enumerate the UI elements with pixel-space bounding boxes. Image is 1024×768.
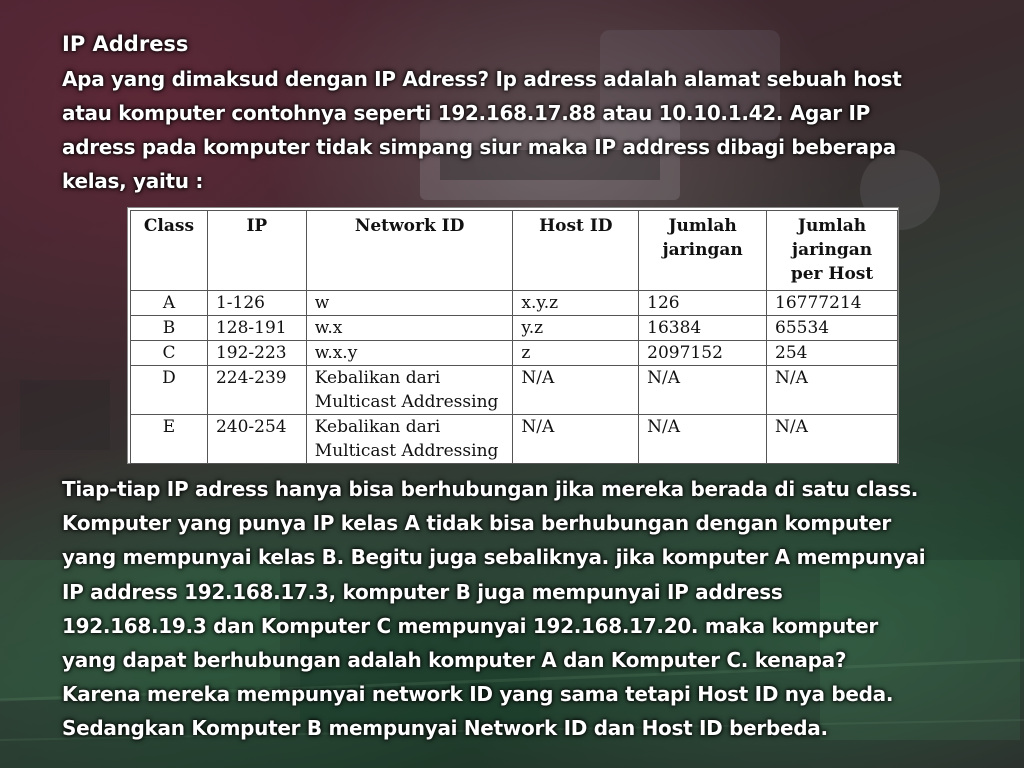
intro-line: kelas, yaitu : [62, 169, 204, 193]
cell-jumlah-per-host: N/A [767, 366, 898, 415]
cell-jumlah-per-host: N/A [767, 415, 898, 464]
cell-ip: 192-223 [207, 341, 306, 366]
ip-class-table [127, 207, 899, 464]
explanation-paragraph [62, 472, 1002, 746]
explanation-line: 192.168.19.3 dan Komputer C mempunyai 192.168.17.20. maka komputer [62, 613, 878, 638]
intro-paragraph [62, 62, 962, 198]
cell-network-id: w [306, 291, 513, 316]
cell-jumlah-jaringan: N/A [639, 415, 767, 464]
cell-class: E [131, 415, 208, 464]
header-jumlah-jaringan-per-host: Jumlah jaringan per Host [767, 211, 898, 291]
table-row [131, 415, 898, 464]
header-ip: IP [207, 211, 306, 291]
explanation-line: Karena mereka mempunyai network ID yang sama tetapi Host ID nya beda. [62, 682, 894, 707]
cell-host-id: y.z [513, 316, 639, 341]
cell-network-id: w.x.y [306, 341, 513, 366]
explanation-line: yang dapat berhubungan adalah komputer A dan Komputer C. kenapa? [62, 648, 847, 673]
cell-host-id: x.y.z [513, 291, 639, 316]
table-row [131, 341, 898, 366]
cell-jumlah-per-host: 16777214 [767, 291, 898, 316]
cell-jumlah-jaringan: N/A [639, 366, 767, 415]
cell-network-id: Kebalikan dari Multicast Addressing [306, 415, 513, 464]
cell-jumlah-per-host: 254 [767, 341, 898, 366]
header-class: Class [131, 211, 208, 291]
explanation-line: Komputer yang punya IP kelas A tidak bisa berhubungan dengan komputer [62, 511, 891, 536]
cell-ip: 128-191 [207, 316, 306, 341]
table-row [131, 291, 898, 316]
intro-line: Apa yang dimaksud dengan IP Adress? Ip adress adalah alamat sebuah host [62, 67, 902, 91]
cell-class: B [131, 316, 208, 341]
page-title: IP Address [62, 32, 189, 56]
cell-ip: 224-239 [207, 366, 306, 415]
cell-jumlah-jaringan: 16384 [639, 316, 767, 341]
cell-class: A [131, 291, 208, 316]
explanation-line: Sedangkan Komputer B mempunyai Network ID dan Host ID berbeda. [62, 716, 828, 741]
cell-network-id: Kebalikan dari Multicast Addressing [306, 366, 513, 415]
header-host-id: Host ID [513, 211, 639, 291]
explanation-line: yang mempunyai kelas B. Begitu juga sebaliknya. jika komputer A mempunyai [62, 545, 926, 570]
table-row [131, 316, 898, 341]
cell-host-id: N/A [513, 415, 639, 464]
cell-jumlah-per-host: 65534 [767, 316, 898, 341]
header-jumlah-jaringan: Jumlah jaringan [639, 211, 767, 291]
cell-network-id: w.x [306, 316, 513, 341]
table-header-row [131, 211, 898, 291]
cell-ip: 1-126 [207, 291, 306, 316]
cell-jumlah-jaringan: 126 [639, 291, 767, 316]
intro-line: adress pada komputer tidak simpang siur maka IP address dibagi beberapa [62, 135, 896, 159]
cell-host-id: N/A [513, 366, 639, 415]
cell-ip: 240-254 [207, 415, 306, 464]
table-row [131, 366, 898, 415]
cell-class: D [131, 366, 208, 415]
explanation-line: IP address 192.168.17.3, komputer B juga mempunyai IP address [62, 579, 783, 604]
cell-jumlah-jaringan: 2097152 [639, 341, 767, 366]
cell-host-id: z [513, 341, 639, 366]
header-network-id: Network ID [306, 211, 513, 291]
intro-line: atau komputer contohnya seperti 192.168.17.88 atau 10.10.1.42. Agar IP [62, 101, 870, 125]
explanation-line: Tiap-tiap IP adress hanya bisa berhubungan jika mereka berada di satu class. [62, 477, 919, 501]
cell-class: C [131, 341, 208, 366]
